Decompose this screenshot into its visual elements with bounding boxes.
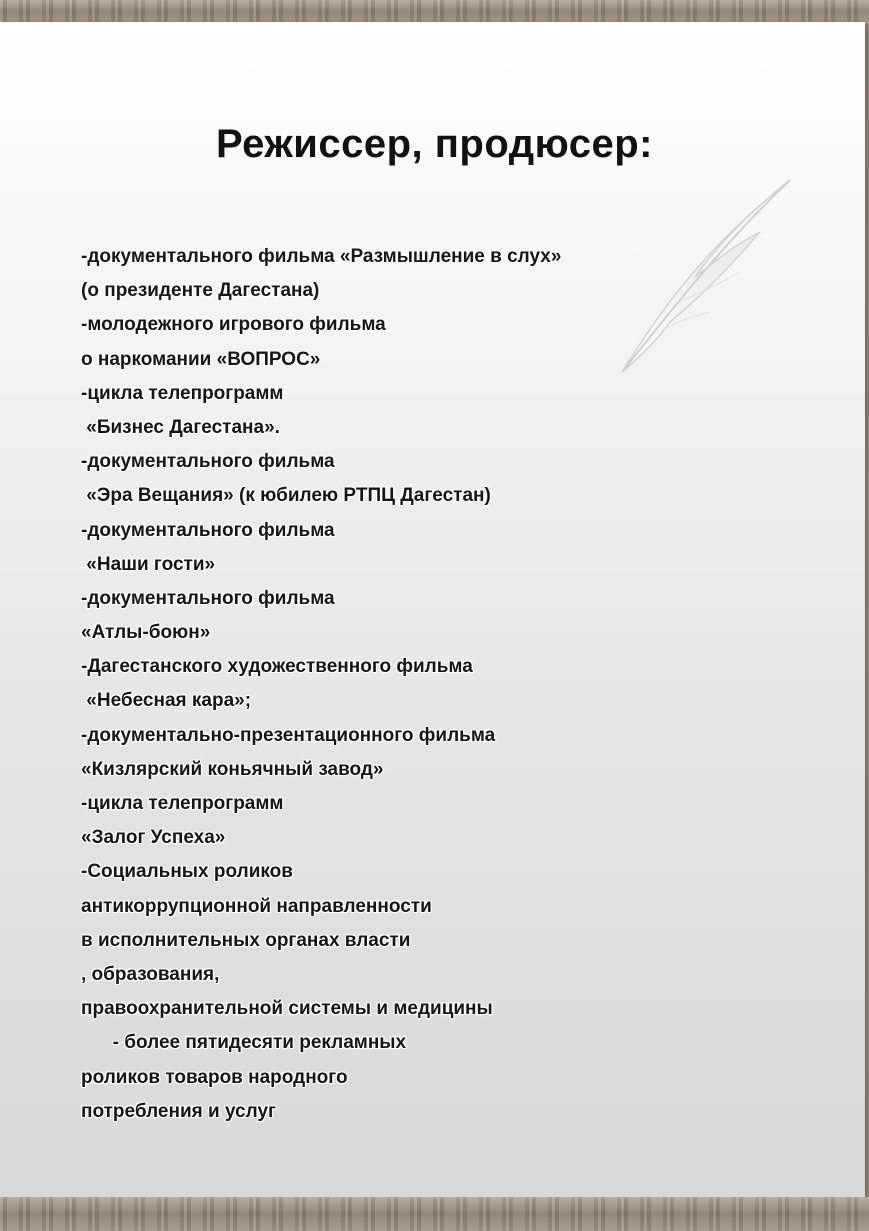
- feather-icon: [600, 172, 800, 382]
- list-item: -документального фильма: [81, 587, 335, 609]
- list-item: (о президенте Дагестана): [81, 280, 320, 302]
- list-item: «Наши гости»: [81, 553, 216, 575]
- list-item: «Кизлярский коньячный завод»: [81, 758, 384, 780]
- list-item: «Бизнес Дагестана».: [81, 416, 280, 438]
- list-item: правоохранительной системы и медицины: [81, 998, 493, 1020]
- list-item: -молодежного игрового фильма: [81, 314, 386, 336]
- list-item: -документального фильма: [81, 451, 335, 473]
- list-item: -цикла телепрограмм: [81, 382, 284, 404]
- list-item: -документально-презентационного фильма: [81, 724, 496, 746]
- list-item: «Небесная кара»;: [81, 690, 252, 712]
- list-item: -документального фильма «Размышление в слух»: [81, 246, 562, 267]
- list-item: «Залог Успеха»: [81, 827, 226, 849]
- wood-frame-bottom: [0, 1197, 869, 1231]
- list-item: , образования,: [81, 963, 220, 985]
- filmography-list: [81, 240, 561, 1129]
- list-item: «Атлы-боюн»: [81, 622, 211, 644]
- list-item: -цикла телепрограмм: [81, 793, 284, 814]
- list-item: антикоррупционной направленности: [81, 895, 432, 917]
- list-item: в исполнительных органах власти: [81, 929, 411, 951]
- list-item: о наркомании «ВОПРОС»: [81, 348, 321, 370]
- list-item: -Дагестанского художественного фильма: [81, 656, 473, 678]
- list-item: «Эра Вещания» (к юбилею РТПЦ Дагестан): [81, 485, 491, 507]
- list-item: роликов товаров народного: [81, 1066, 348, 1088]
- list-item: -Социальных роликов: [81, 861, 293, 883]
- wood-frame-top: [0, 0, 869, 24]
- paper-sheet: [0, 22, 865, 1197]
- list-item: - более пятидесяти рекламных: [81, 1032, 407, 1054]
- list-item: потребления и услуг: [81, 1100, 276, 1122]
- page-title: Режиссер, продюсер:: [215, 122, 654, 166]
- list-item: -документального фильма: [81, 519, 335, 541]
